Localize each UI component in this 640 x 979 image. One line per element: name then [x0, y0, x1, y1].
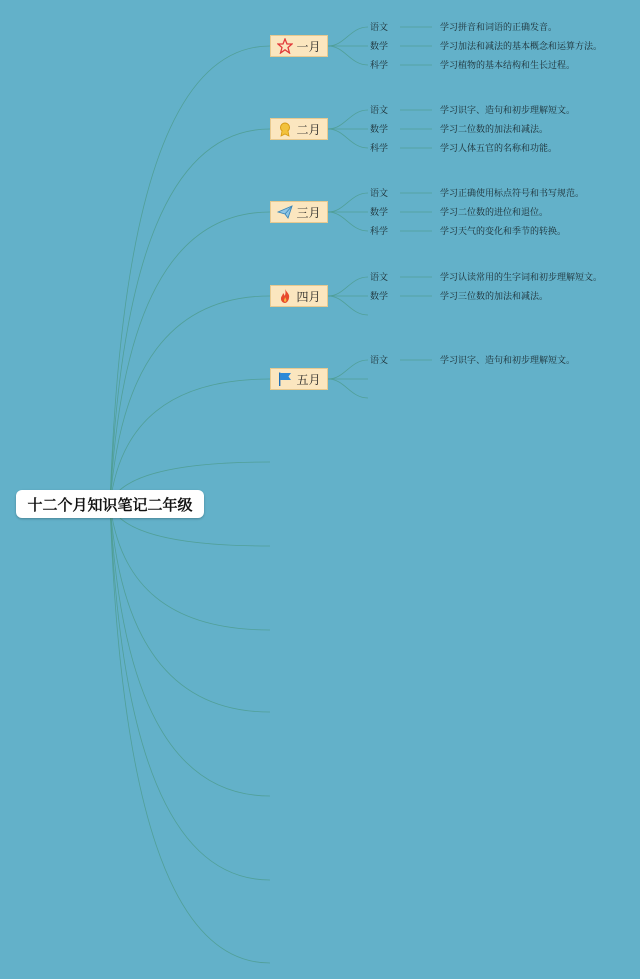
flame-icon — [277, 288, 293, 304]
star-icon — [277, 38, 293, 54]
month-node[interactable] — [270, 201, 328, 223]
month-to-subject-link — [328, 129, 368, 148]
month-node[interactable] — [270, 35, 328, 57]
month-to-subject-link — [328, 360, 368, 379]
note-text[interactable]: 学习加法和减法的基本概念和运算方法。 — [440, 42, 603, 52]
month-label: 五月 — [296, 372, 321, 387]
month-to-subject-link — [328, 110, 368, 129]
root-to-month-link — [110, 129, 270, 504]
root-to-month-link — [110, 379, 270, 504]
subject-label[interactable]: 数学 — [370, 208, 389, 218]
root-to-month-link — [110, 212, 270, 504]
month-label: 三月 — [296, 205, 321, 220]
month-to-subject-link — [328, 193, 368, 212]
subject-label[interactable]: 语文 — [370, 189, 389, 199]
month-label: 四月 — [296, 289, 321, 304]
paper-plane-icon — [277, 204, 293, 220]
note-text[interactable]: 学习拼音和词语的正确发音。 — [440, 23, 558, 33]
flag-icon — [277, 371, 293, 387]
month-to-subject-link — [328, 212, 368, 231]
subject-label[interactable]: 科学 — [370, 227, 389, 237]
root-to-month-link — [110, 296, 270, 504]
subject-label[interactable]: 数学 — [370, 42, 389, 52]
note-text[interactable]: 学习人体五官的名称和功能。 — [440, 144, 558, 154]
subject-label[interactable]: 数学 — [370, 292, 389, 302]
empty-branch-link — [110, 504, 270, 712]
month-label: 二月 — [296, 122, 321, 137]
month-node[interactable] — [270, 118, 328, 140]
note-text[interactable]: 学习二位数的进位和退位。 — [440, 208, 549, 218]
empty-branch-link — [110, 504, 270, 880]
note-text[interactable]: 学习二位数的加法和减法。 — [440, 125, 549, 135]
subject-label[interactable]: 语文 — [370, 106, 389, 116]
subject-label[interactable]: 语文 — [370, 23, 389, 33]
month-to-subject-link — [328, 27, 368, 46]
empty-branch-link — [110, 504, 270, 630]
subject-label[interactable]: 数学 — [370, 125, 389, 135]
note-text[interactable]: 学习识字、造句和初步理解短文。 — [440, 356, 576, 366]
note-text[interactable]: 学习识字、造句和初步理解短文。 — [440, 106, 576, 116]
month-label: 一月 — [296, 39, 321, 54]
empty-branch-link — [110, 504, 270, 796]
month-node[interactable] — [270, 368, 328, 390]
month-to-subject-link — [328, 379, 368, 398]
note-text[interactable]: 学习正确使用标点符号和书写规范。 — [440, 189, 585, 199]
subject-label[interactable]: 语文 — [370, 356, 389, 366]
month-node[interactable] — [270, 285, 328, 307]
month-to-subject-link — [328, 277, 368, 296]
month-to-subject-link — [328, 46, 368, 65]
note-text[interactable]: 学习植物的基本结构和生长过程。 — [440, 61, 576, 71]
note-text[interactable]: 学习天气的变化和季节的转换。 — [440, 227, 567, 237]
medal-icon — [277, 121, 293, 137]
note-text[interactable]: 学习三位数的加法和减法。 — [440, 292, 549, 302]
month-to-subject-link — [328, 296, 368, 315]
subject-label[interactable]: 语文 — [370, 273, 389, 283]
root-topic[interactable]: 十二个月知识笔记二年级 — [16, 490, 204, 518]
subject-label[interactable]: 科学 — [370, 61, 389, 71]
subject-label[interactable]: 科学 — [370, 144, 389, 154]
note-text[interactable]: 学习认读常用的生字词和初步理解短文。 — [440, 273, 603, 283]
